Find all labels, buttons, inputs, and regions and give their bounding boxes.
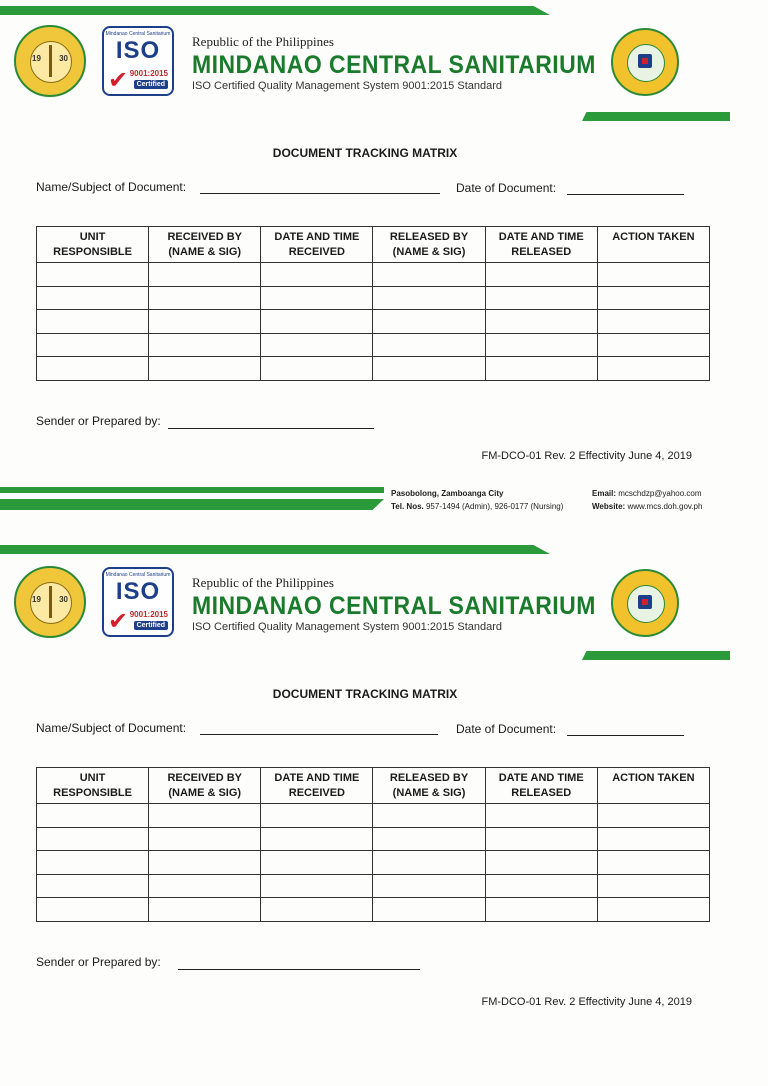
iso-standard-line: ISO Certified Quality Management System 9001:2015 Standard [192, 80, 503, 92]
caduceus-icon [49, 586, 52, 618]
col-unit-responsible: UNIT RESPONSIBLE [37, 227, 149, 263]
letterhead-text [192, 34, 631, 92]
table-cell[interactable] [149, 827, 261, 851]
email-label: Email: [592, 489, 617, 498]
caduceus-icon [49, 45, 52, 77]
col-released-by: RELEASED BY (NAME & SIG) [373, 227, 485, 263]
table-cell[interactable] [597, 333, 709, 357]
table-cell[interactable] [597, 827, 709, 851]
form-title: DOCUMENT TRACKING MATRIX [272, 687, 458, 701]
col-date-received: DATE AND TIME RECEIVED [261, 768, 373, 804]
table-cell[interactable] [485, 851, 597, 875]
table-cell[interactable] [373, 286, 485, 310]
table-cell[interactable] [485, 286, 597, 310]
sender-label: Sender or Prepared by: [36, 414, 161, 428]
col-date-released: DATE AND TIME RELEASED [485, 227, 597, 263]
name-subject-label: Name/Subject of Document: [36, 180, 187, 194]
header-right-green-bar [582, 112, 730, 121]
name-subject-field[interactable] [200, 734, 438, 735]
table-cell[interactable] [261, 263, 373, 287]
website-value: www.mcs.doh.gov.ph [627, 502, 703, 511]
table-row [37, 310, 710, 334]
table-cell[interactable] [485, 333, 597, 357]
seal-year-right: 30 [59, 54, 68, 63]
table-cell[interactable] [261, 333, 373, 357]
table-cell[interactable] [373, 357, 485, 381]
doh-seal-logo [611, 28, 679, 96]
col-date-received: DATE AND TIME RECEIVED [261, 227, 373, 263]
table-row [37, 286, 710, 310]
table-body [37, 263, 710, 381]
col-received-by: RECEIVED BY (NAME & SIG) [149, 227, 261, 263]
table-row [37, 851, 710, 875]
footer-green-bar-thin [0, 487, 384, 493]
email-value: mcschdzp@yahoo.com [618, 489, 702, 498]
date-of-document-label: Date of Document: [456, 722, 557, 736]
table-cell[interactable] [597, 357, 709, 381]
form-code: FM-DCO-01 Rev. 2 Effectivity June 4, 2019 [481, 996, 692, 1008]
table-header-row [37, 768, 710, 804]
table-cell[interactable] [261, 827, 373, 851]
table-cell[interactable] [261, 898, 373, 922]
table-cell[interactable] [261, 851, 373, 875]
table-cell[interactable] [485, 310, 597, 334]
letterhead-text [192, 575, 631, 633]
iso-badge-certified: Certified [134, 621, 168, 630]
table-cell[interactable] [149, 898, 261, 922]
institution-name: MINDANAO CENTRAL SANITARIUM [192, 592, 596, 620]
doh-seal-logo [611, 569, 679, 637]
table-row [37, 874, 710, 898]
table-cell[interactable] [149, 263, 261, 287]
seal-year-left: 19 [32, 54, 41, 63]
table-cell[interactable] [373, 827, 485, 851]
mcs-seal-logo [14, 566, 86, 638]
tracking-matrix-table [36, 226, 710, 381]
table-row [37, 898, 710, 922]
table-cell[interactable] [485, 874, 597, 898]
tel-line [391, 500, 563, 513]
table-cell[interactable] [373, 333, 485, 357]
date-of-document-field[interactable] [567, 194, 684, 195]
table-cell[interactable] [149, 804, 261, 828]
table-header-row [37, 227, 710, 263]
seal-year-left: 19 [32, 595, 41, 604]
tracking-matrix-table [36, 767, 710, 922]
iso-badge-standard: 9001:2015 [129, 610, 168, 619]
table-cell[interactable] [37, 357, 149, 381]
table-cell[interactable] [485, 804, 597, 828]
website-line [592, 500, 702, 513]
table-cell[interactable] [597, 263, 709, 287]
table-cell[interactable] [485, 827, 597, 851]
table-cell[interactable] [597, 851, 709, 875]
seal-year-right: 30 [59, 595, 68, 604]
table-cell[interactable] [261, 804, 373, 828]
table-cell[interactable] [149, 851, 261, 875]
iso-certified-badge [102, 26, 174, 96]
iso-badge-text: ISO [115, 578, 161, 605]
table-cell[interactable] [373, 898, 485, 922]
address-block [391, 487, 563, 513]
col-action-taken: ACTION TAKEN [597, 227, 709, 263]
name-subject-field[interactable] [200, 193, 440, 194]
table-cell[interactable] [37, 263, 149, 287]
iso-badge-text: ISO [115, 37, 161, 64]
iso-badge-org: Mindanao Central Sanitarium [105, 31, 171, 37]
col-action-taken: ACTION TAKEN [597, 768, 709, 804]
table-row [37, 333, 710, 357]
table-cell[interactable] [373, 874, 485, 898]
table-row [37, 357, 710, 381]
table-row [37, 263, 710, 287]
checkmark-icon: ✔ [108, 66, 129, 94]
doh-cross-icon [642, 599, 648, 605]
contact-block [592, 487, 702, 513]
table-cell[interactable] [597, 310, 709, 334]
name-subject-label: Name/Subject of Document: [36, 721, 187, 735]
sender-field[interactable] [178, 969, 420, 970]
table-cell[interactable] [373, 804, 485, 828]
table-cell[interactable] [37, 827, 149, 851]
table-body [37, 804, 710, 922]
table-cell[interactable] [261, 874, 373, 898]
table-cell[interactable] [37, 874, 149, 898]
mcs-seal-logo [14, 25, 86, 97]
table-cell[interactable] [597, 286, 709, 310]
footer-green-bar-thick [0, 499, 384, 510]
checkmark-icon: ✔ [108, 607, 129, 635]
table-row [37, 827, 710, 851]
form-title: DOCUMENT TRACKING MATRIX [272, 146, 458, 160]
table-cell[interactable] [149, 357, 261, 381]
table-cell[interactable] [37, 333, 149, 357]
header-green-bar [0, 6, 550, 15]
sender-label: Sender or Prepared by: [36, 955, 161, 969]
table-cell[interactable] [597, 898, 709, 922]
table-cell[interactable] [373, 310, 485, 334]
table-cell[interactable] [597, 804, 709, 828]
col-unit-responsible: UNIT RESPONSIBLE [37, 768, 149, 804]
table-cell[interactable] [261, 357, 373, 381]
col-released-by: RELEASED BY (NAME & SIG) [373, 768, 485, 804]
col-date-released: DATE AND TIME RELEASED [485, 768, 597, 804]
tel-label: Tel. Nos. [391, 502, 424, 511]
table-cell[interactable] [597, 874, 709, 898]
date-of-document-label: Date of Document: [456, 181, 557, 195]
header-green-bar [0, 545, 550, 554]
republic-line: Republic of the Philippines [192, 34, 334, 49]
republic-line: Republic of the Philippines [192, 575, 334, 590]
table-cell[interactable] [37, 286, 149, 310]
table-cell[interactable] [373, 851, 485, 875]
date-of-document-field[interactable] [567, 735, 684, 736]
iso-badge-certified: Certified [134, 80, 168, 89]
sender-field[interactable] [168, 428, 374, 429]
table-cell[interactable] [485, 357, 597, 381]
tel-numbers: 957-1494 (Admin), 926-0177 (Nursing) [425, 502, 564, 511]
tracking-form-2 [0, 541, 768, 1086]
table-cell[interactable] [37, 310, 149, 334]
doh-cross-icon [642, 58, 648, 64]
table-cell[interactable] [149, 874, 261, 898]
iso-certified-badge [102, 567, 174, 637]
col-received-by: RECEIVED BY (NAME & SIG) [149, 768, 261, 804]
header-right-green-bar [582, 651, 730, 660]
table-cell[interactable] [149, 333, 261, 357]
website-label: Website: [592, 502, 626, 511]
table-row [37, 804, 710, 828]
iso-badge-standard: 9001:2015 [129, 69, 168, 78]
table-cell[interactable] [261, 286, 373, 310]
address-line: Pasobolong, Zamboanga City [391, 489, 504, 498]
form-code: FM-DCO-01 Rev. 2 Effectivity June 4, 2019 [481, 450, 692, 462]
table-cell[interactable] [149, 286, 261, 310]
table-cell[interactable] [37, 898, 149, 922]
iso-badge-org: Mindanao Central Sanitarium [105, 572, 171, 578]
institution-name: MINDANAO CENTRAL SANITARIUM [192, 51, 596, 79]
table-cell[interactable] [485, 898, 597, 922]
table-cell[interactable] [373, 263, 485, 287]
table-cell[interactable] [37, 804, 149, 828]
table-cell[interactable] [485, 263, 597, 287]
table-cell[interactable] [37, 851, 149, 875]
iso-standard-line: ISO Certified Quality Management System 9001:2015 Standard [192, 621, 503, 633]
table-cell[interactable] [149, 310, 261, 334]
table-cell[interactable] [261, 310, 373, 334]
email-line [592, 487, 702, 500]
